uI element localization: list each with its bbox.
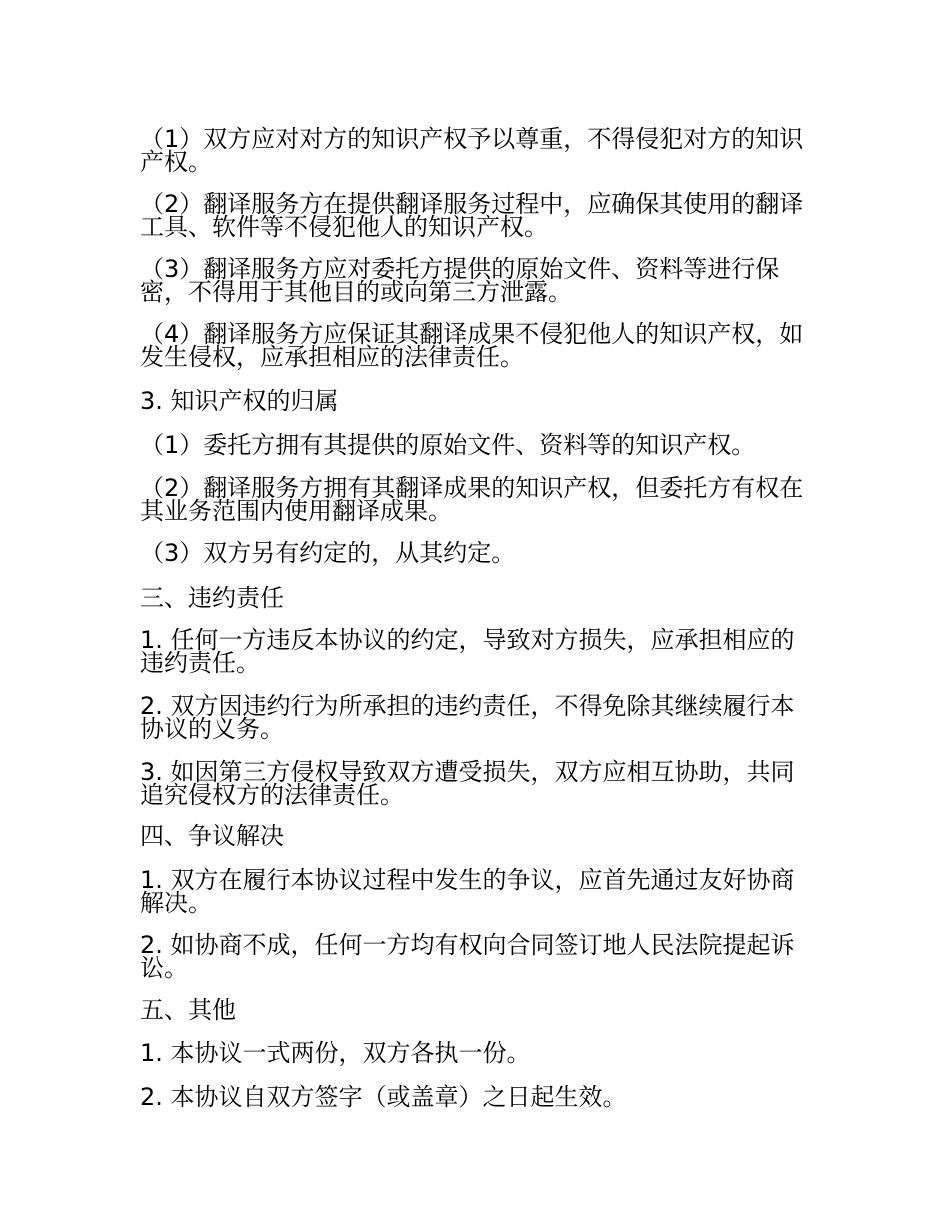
paragraph-translation-tools: （2）翻译服务方在提供翻译服务过程中，应确保其使用的翻译工具、软件等不侵犯他人的知识产权。 bbox=[140, 190, 804, 241]
paragraph-continue-performance: 2. 双方因违约行为所承担的违约责任，不得免除其继续履行本协议的义务。 bbox=[140, 692, 795, 743]
paragraph-copies: 1. 本协议一式两份，双方各执一份。 bbox=[140, 1039, 531, 1067]
section-heading-breach: 三、违约责任 bbox=[140, 584, 284, 612]
paragraph-litigation: 2. 如协商不成，任何一方均有权向合同签订地人民法院提起诉讼。 bbox=[140, 931, 795, 982]
paragraph-breach-liability: 1. 任何一方违反本协议的约定，导致对方损失，应承担相应的违约责任。 bbox=[140, 626, 795, 677]
paragraph-confidentiality: （3）翻译服务方应对委托方提供的原始文件、资料等进行保密，不得用于其他目的或向第三方泄露。 bbox=[140, 255, 780, 306]
paragraph-client-ownership: （1）委托方拥有其提供的原始文件、资料等的知识产权。 bbox=[140, 431, 756, 459]
section-heading-dispute: 四、争议解决 bbox=[140, 822, 284, 850]
paragraph-other-agreement: （3）双方另有约定的，从其约定。 bbox=[140, 539, 516, 567]
paragraph-no-infringement: （4）翻译服务方应保证其翻译成果不侵犯他人的知识产权，如发生侵权，应承担相应的法律责任。 bbox=[140, 320, 804, 371]
paragraph-negotiation: 1. 双方在履行本协议过程中发生的争议，应首先通过友好协商解决。 bbox=[140, 866, 795, 917]
paragraph-ip-respect: （1）双方应对对方的知识产权予以尊重，不得侵犯对方的知识产权。 bbox=[140, 125, 804, 176]
paragraph-effective-date: 2. 本协议自双方签字（或盖章）之日起生效。 bbox=[140, 1083, 627, 1111]
section-heading-ip-ownership: 3. 知识产权的归属 bbox=[140, 387, 339, 415]
paragraph-translator-ownership: （2）翻译服务方拥有其翻译成果的知识产权，但委托方有权在其业务范围内使用翻译成果。 bbox=[140, 474, 804, 525]
section-heading-other: 五、其他 bbox=[140, 996, 236, 1024]
paragraph-third-party: 3. 如因第三方侵权导致双方遭受损失，双方应相互协助，共同追究侵权方的法律责任。 bbox=[140, 758, 795, 809]
